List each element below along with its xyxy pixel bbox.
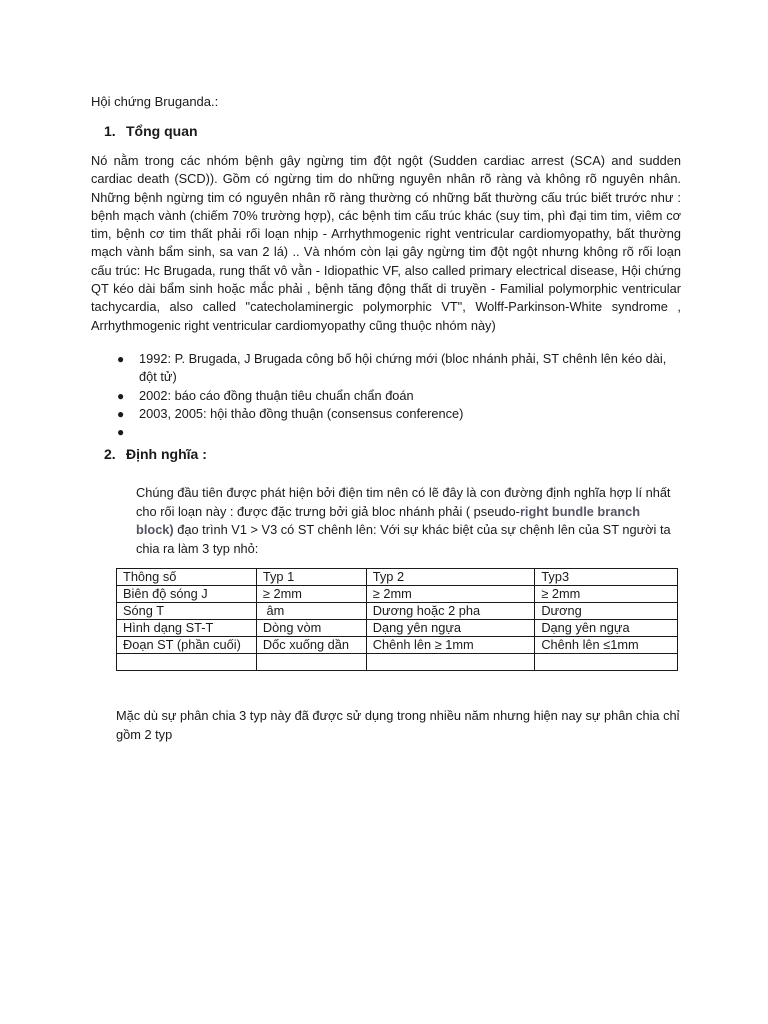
list-item-text: 2002: báo cáo đồng thuận tiêu chuẩn chẩn đoán — [139, 387, 414, 403]
table-cell: ≥ 2mm — [535, 586, 678, 603]
table-cell: Hình dạng ST-T — [117, 620, 257, 637]
table-cell — [535, 654, 678, 671]
section-heading-definition — [104, 445, 207, 463]
list-item — [112, 387, 682, 405]
section-title: Định nghĩa : — [126, 446, 207, 462]
table-row — [117, 586, 678, 603]
definition-text-start: Chúng đầu tiên được phát hiện bởi điện tim nên có lẽ đây là con đường định nghĩa hợp lí nhất cho rối loạn này : được đặc trưng bởi giả bloc nhánh phải ( pseudo- — [136, 485, 671, 519]
table-cell: Typ 1 — [256, 569, 366, 586]
table-cell: âm — [256, 603, 366, 620]
list-item — [112, 405, 682, 423]
table-cell: Chênh lên ≥ 1mm — [366, 637, 535, 654]
list-item-text: 1992: P. Brugada, J Brugada công bố hội chứng mới (bloc nhánh phải, ST chênh lên kéo dài, đột tử) — [139, 351, 667, 385]
definition-paragraph — [136, 484, 681, 558]
brugada-types-table — [116, 568, 678, 671]
list-item — [112, 350, 682, 387]
section-number: 2. — [104, 446, 116, 462]
table-cell: Chênh lên ≤1mm — [535, 637, 678, 654]
table-cell — [256, 654, 366, 671]
table-cell: Typ3 — [535, 569, 678, 586]
section-heading-overview — [104, 122, 198, 140]
table-cell — [366, 654, 535, 671]
table-cell: Dương hoặc 2 pha — [366, 603, 535, 620]
table-cell — [117, 654, 257, 671]
closing-paragraph: Mặc dù sự phân chia 3 typ này đã được sử dụng trong nhiều năm nhưng hiện nay sự phân chia chỉ gồm 2 typ — [116, 708, 680, 742]
section-title: Tổng quan — [126, 123, 198, 139]
definition-text-end: đạo trình V1 > V3 có ST chênh lên: Với sự khác biệt của sự chệnh lên của ST người ta chia ra làm 3 typ nhỏ: — [136, 522, 671, 556]
table-cell: Dương — [535, 603, 678, 620]
overview-paragraph: Nó nằm trong các nhóm bệnh gây ngừng tim đột ngột (Sudden cardiac arrest (SCA) and sudden cardiac death (SCD)). Gồm có ngừng tim do những nguyên nhân rõ ràng và không rõ nguyên nhân. Những bệnh ngừng tim có nguyên nhân rõ ràng thường có những bất thường cấu trúc biết trước như : bệnh mạch vành (chiếm 70% trường hợp), các bệnh tim cấu trúc khác (suy tim, phì đại tim tim, viêm cơ tim, bệnh cơ tim thất phải rối loạn nhịp - Arrhythmogenic right ventricular cardiomyopathy, bất thường mạch vành bẩm sinh, sa van 2 lá) .. Và nhóm còn lại gây ngừng tim đột ngột nhưng không rõ rối loạn cấu trúc: Hc Brugada, rung thất vô vằn - Idiopathic VF, also called primary electrical disease, Hội chứng QT kéo dài bẩm sinh hoặc mắc phải , bệnh tăng động thất di truyền - Familial polymorphic ventricular tachycardia, also called "catecholaminergic polymorphic VT", Wolff-Parkinson-White syndrome , Arrhythmogenic right ventricular cardiomyopathy cũng thuộc nhóm này) — [91, 153, 681, 333]
bullet-icon: ● — [117, 406, 125, 421]
table-cell: Dạng yên ngựa — [366, 620, 535, 637]
table-cell: Thông số — [117, 569, 257, 586]
table-cell: Dòng vòm — [256, 620, 366, 637]
definition-term-accent: right bundle branch block) — [136, 503, 641, 537]
table-row — [117, 637, 678, 654]
bullet-icon: ● — [117, 352, 125, 366]
table-cell: Biên độ sóng J — [117, 586, 257, 603]
table-cell: ≥ 2mm — [366, 586, 535, 603]
table-header-row — [117, 569, 678, 586]
table-row — [117, 620, 678, 637]
bullet-icon: ● — [117, 425, 125, 440]
table-cell: Typ 2 — [366, 569, 535, 586]
bullet-icon: ● — [117, 388, 125, 403]
table-row — [117, 603, 678, 620]
table-row — [117, 654, 678, 671]
table-cell: Dạng yên ngựa — [535, 620, 678, 637]
table-cell: ≥ 2mm — [256, 586, 366, 603]
table-cell: Dốc xuống dần — [256, 637, 366, 654]
table-cell: Sóng T — [117, 603, 257, 620]
document-title: Hội chứng Bruganda.: — [91, 94, 219, 109]
table-cell: Đoạn ST (phần cuối) — [117, 637, 257, 654]
list-item-text: 2003, 2005: hội thảo đồng thuận (consensus conference) — [139, 405, 464, 421]
section-number: 1. — [104, 123, 116, 139]
history-bullet-list — [112, 350, 682, 440]
